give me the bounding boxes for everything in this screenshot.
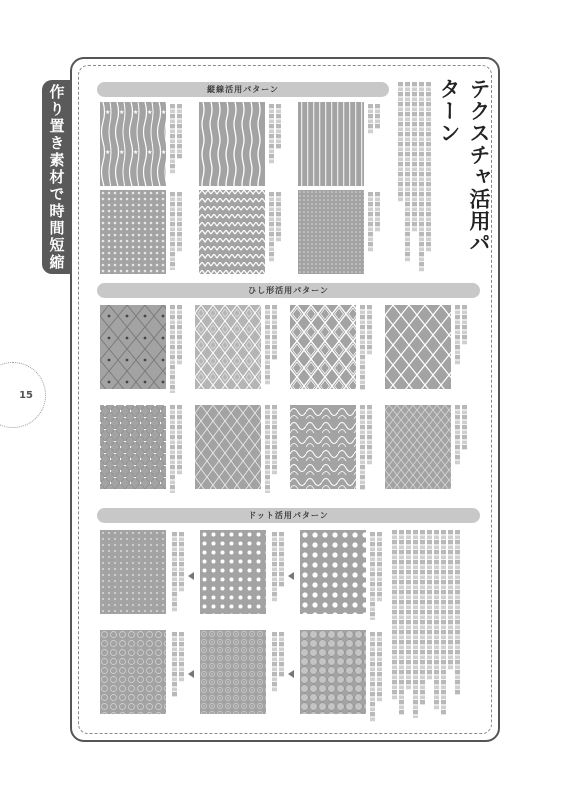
texture-swatch (200, 630, 266, 714)
section-label: ドット活用パターン (248, 511, 329, 520)
texture-swatch (290, 405, 356, 489)
blurred-caption (269, 104, 281, 164)
texture-swatch (195, 305, 261, 389)
texture-swatch (298, 102, 364, 186)
texture-swatch (300, 630, 366, 714)
page-number: 15 (19, 389, 33, 401)
texture-swatch (100, 405, 166, 489)
side-tab (42, 80, 72, 274)
texture-swatch (300, 530, 366, 614)
blurred-caption (370, 532, 382, 620)
blurred-caption (172, 532, 184, 612)
blurred-caption (170, 405, 182, 493)
texture-swatch (100, 305, 166, 389)
texture-swatch (200, 530, 266, 614)
texture-swatch (290, 305, 356, 389)
blurred-caption (360, 405, 372, 490)
texture-swatch (100, 630, 166, 714)
blurred-body-text (392, 530, 460, 718)
side-tab-label: 作り置き素材で時間短縮 (47, 83, 66, 271)
texture-swatch (385, 405, 451, 489)
blurred-caption (455, 405, 467, 465)
section-label: ひし形活用パターン (248, 286, 329, 295)
arrow-left-icon (188, 670, 194, 678)
texture-swatch (100, 102, 166, 186)
blurred-caption (368, 192, 380, 252)
blurred-caption (265, 405, 277, 493)
blurred-caption (272, 532, 284, 602)
blurred-caption (170, 192, 182, 270)
arrow-left-icon (288, 572, 294, 580)
texture-swatch (195, 405, 261, 489)
texture-swatch (199, 102, 265, 186)
texture-swatch (298, 190, 364, 274)
blurred-caption (360, 305, 372, 390)
blurred-caption (170, 305, 182, 393)
section-bar-diamonds (97, 283, 480, 298)
section-label: 縦線活用パターン (207, 85, 279, 94)
page-number-badge (0, 362, 46, 428)
section-bar-dots (97, 508, 480, 523)
section-bar-vertical-lines (97, 82, 389, 97)
arrow-left-icon (188, 572, 194, 580)
blurred-body-text (398, 82, 431, 272)
arrow-left-icon (288, 670, 294, 678)
blurred-caption (370, 632, 382, 722)
blurred-caption (269, 192, 281, 262)
blurred-caption (265, 305, 277, 385)
blurred-caption (172, 632, 184, 697)
blurred-caption (272, 632, 284, 692)
texture-swatch (385, 305, 451, 389)
blurred-caption (368, 104, 380, 134)
page-title: テクスチャ活用パターン (437, 78, 491, 254)
texture-swatch (100, 190, 166, 274)
blurred-caption (455, 305, 467, 365)
blurred-caption (170, 104, 182, 174)
texture-swatch (199, 190, 265, 274)
texture-swatch (100, 530, 166, 614)
page-title-block (437, 78, 491, 268)
